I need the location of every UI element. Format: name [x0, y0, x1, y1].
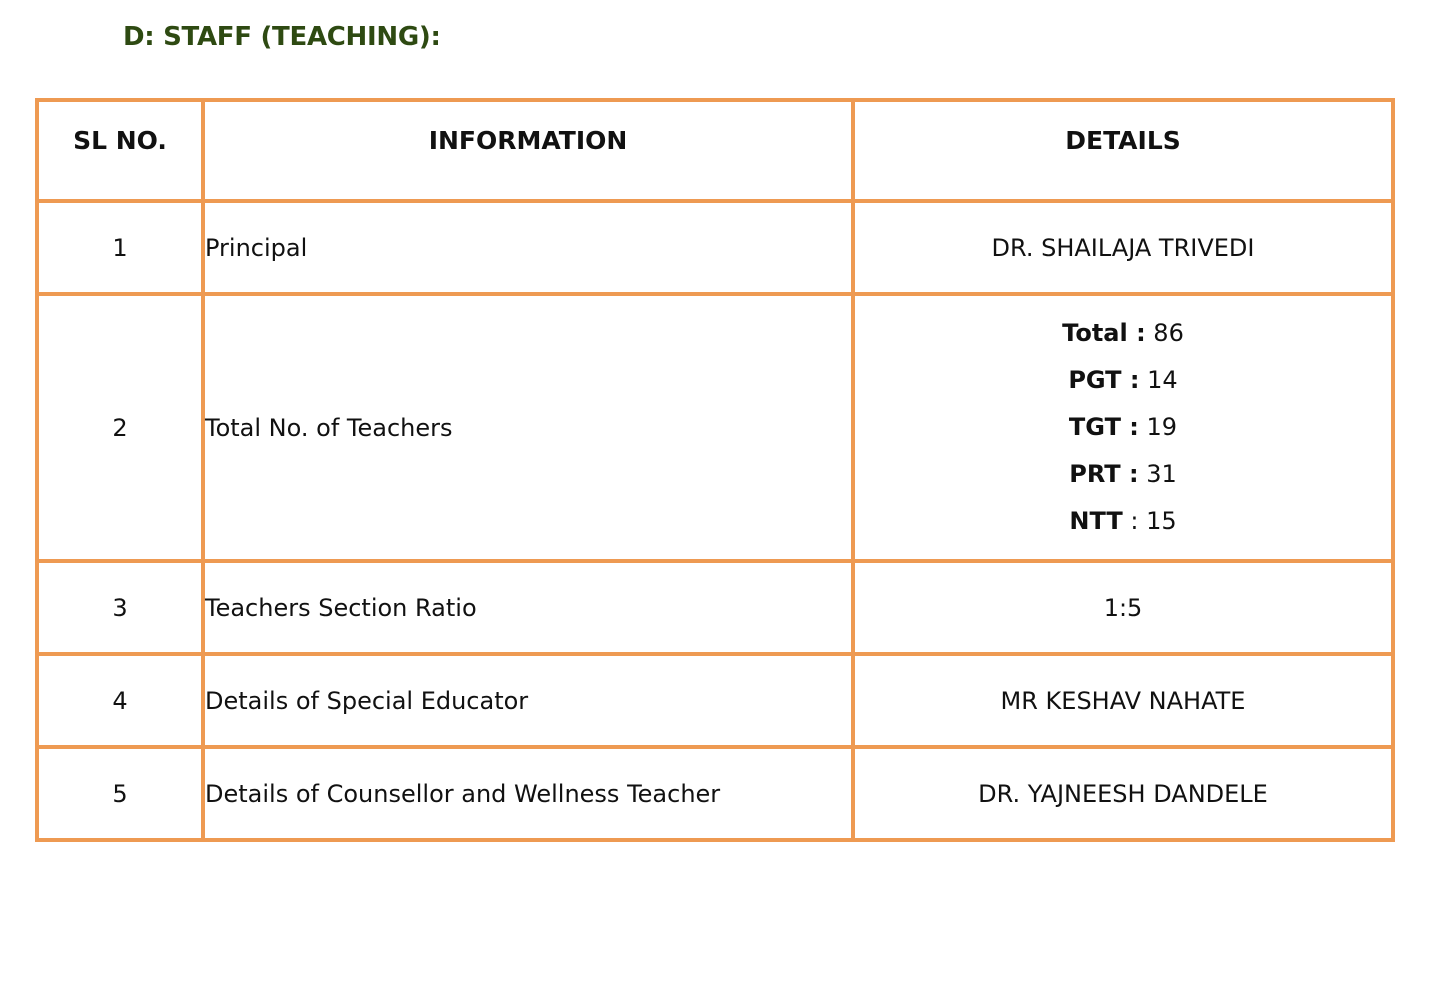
row-sl-no: 3: [37, 561, 203, 654]
row-sl-no: 2: [37, 294, 203, 561]
table-row: [37, 747, 1393, 840]
teacher-count-pgt: [855, 357, 1391, 404]
teacher-count-tgt: [855, 404, 1391, 451]
teacher-count-ntt: [855, 498, 1391, 545]
row-sl-no: 1: [37, 201, 203, 294]
row-information: Details of Counsellor and Wellness Teacher: [203, 747, 853, 840]
header-information: INFORMATION: [203, 100, 853, 201]
header-sl-no: SL NO.: [37, 100, 203, 201]
teacher-count-value: : 15: [1122, 507, 1177, 535]
row-details: DR. SHAILAJA TRIVEDI: [853, 201, 1393, 294]
teacher-count-prt: [855, 451, 1391, 498]
staff-table: [35, 98, 1395, 842]
table-row: [37, 201, 1393, 294]
section-title: D: STAFF (TEACHING):: [123, 22, 441, 52]
row-details: DR. YAJNEESH DANDELE: [853, 747, 1393, 840]
teacher-count-total: [855, 310, 1391, 357]
row-details: MR KESHAV NAHATE: [853, 654, 1393, 747]
teacher-count-label: Total :: [1062, 319, 1146, 347]
teacher-count-value: 19: [1138, 413, 1178, 441]
teacher-count-label: TGT :: [1068, 413, 1139, 441]
teacher-count-label: PRT :: [1069, 460, 1139, 488]
teacher-count-value: 14: [1139, 366, 1178, 394]
row-information: Teachers Section Ratio: [203, 561, 853, 654]
row-information: Principal: [203, 201, 853, 294]
teacher-count-label: PGT :: [1068, 366, 1140, 394]
table-row: [37, 294, 1393, 561]
header-details: DETAILS: [853, 100, 1393, 201]
table-row: [37, 561, 1393, 654]
row-information: Total No. of Teachers: [203, 294, 853, 561]
teacher-breakdown-cell: [853, 294, 1393, 561]
teacher-count-value: 86: [1145, 319, 1184, 347]
row-details: 1:5: [853, 561, 1393, 654]
row-sl-no: 4: [37, 654, 203, 747]
table-header-row: [37, 100, 1393, 201]
row-information: Details of Special Educator: [203, 654, 853, 747]
row-sl-no: 5: [37, 747, 203, 840]
table-row: [37, 654, 1393, 747]
teacher-count-value: 31: [1138, 460, 1177, 488]
teacher-count-label: NTT: [1069, 507, 1123, 535]
